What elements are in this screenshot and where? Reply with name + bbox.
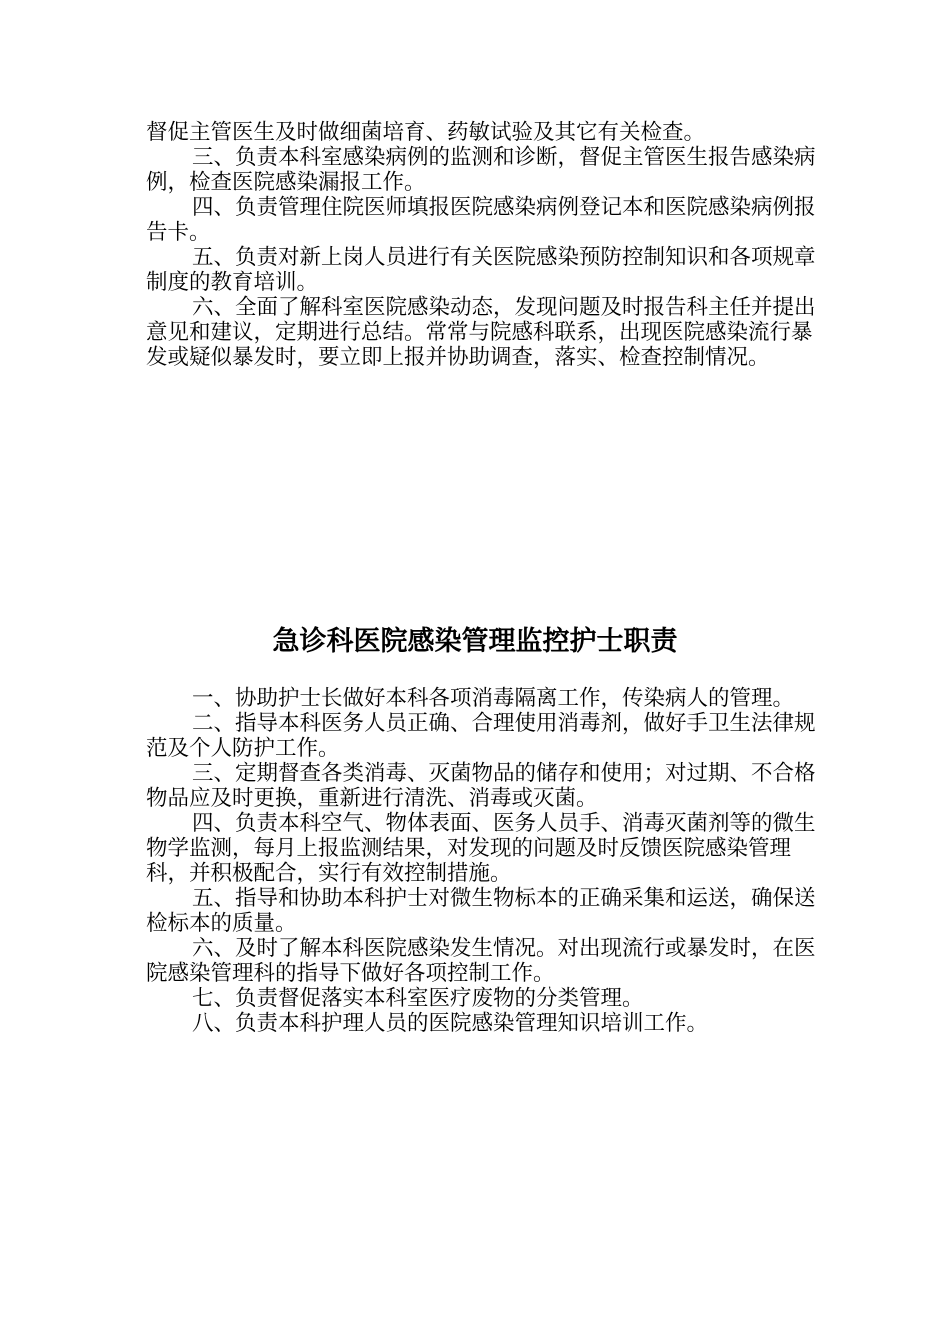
paragraph-item-6: 六、全面了解科室医院感染动态，发现问题及时报告科主任并提出意见和建议，定期进行总结。常常与院感科联系，出现医院感染流行暴发或疑似暴发时，要立即上报并协助调查，落实、检查控制情况。 [146,295,816,370]
paragraph-continuation: 督促主管医生及时做细菌培育、药敏试验及其它有关检查。 [146,120,706,145]
duty-item-2: 二、指导本科医务人员正确、合理使用消毒剂，做好手卫生法律规范及个人防护工作。 [146,711,816,761]
paragraph-item-3: 三、负责本科室感染病例的监测和诊断，督促主管医生报告感染病例，检查医院感染漏报工作。 [146,145,816,195]
paragraph-item-5: 五、负责对新上岗人员进行有关医院感染预防控制知识和各项规章制度的教育培训。 [146,245,816,295]
duty-item-4: 四、负责本科空气、物体表面、医务人员手、消毒灭菌剂等的微生物学监测，每月上报监测结果，对发现的问题及时反馈医院感染管理科，并积极配合，实行有效控制措施。 [146,811,816,886]
duty-item-5: 五、指导和协助本科护士对微生物标本的正确采集和运送，确保送检标本的质量。 [146,886,816,936]
top-section [146,120,822,370]
paragraph-item-4: 四、负责管理住院医师填报医院感染病例登记本和医院感染病例报告卡。 [146,195,816,245]
duty-item-7: 七、负责督促落实本科室医疗废物的分类管理。 [192,986,644,1011]
duty-item-1: 一、协助护士长做好本科各项消毒隔离工作，传染病人的管理。 [192,686,795,711]
duty-item-6: 六、及时了解本科医院感染发生情况。对出现流行或暴发时，在医院感染管理科的指导下做好各项控制工作。 [146,936,816,986]
duty-item-3: 三、定期督查各类消毒、灭菌物品的储存和使用；对过期、不合格物品应及时更换，重新进行清洗、消毒或灭菌。 [146,761,816,811]
duty-item-8: 八、负责本科护理人员的医院感染管理知识培训工作。 [192,1011,709,1036]
section-title: 急诊科医院感染管理监控护士职责 [272,626,678,657]
bottom-section [146,686,822,1036]
